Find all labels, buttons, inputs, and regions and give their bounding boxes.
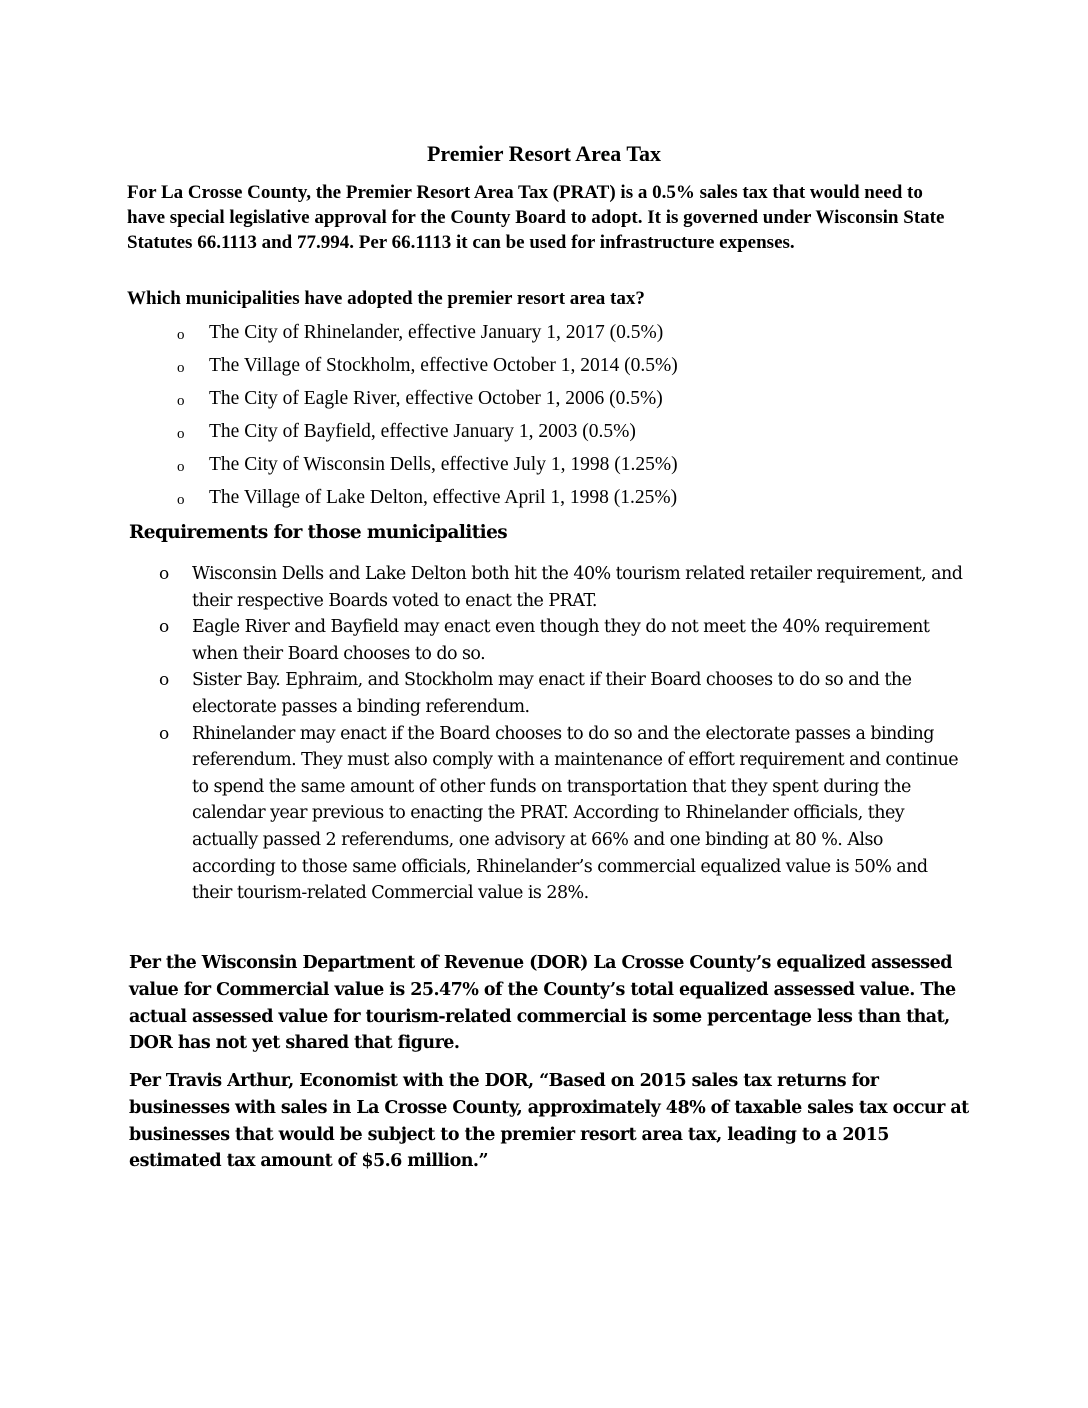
bullet-marker: o — [159, 617, 169, 638]
list-item — [127, 319, 957, 352]
list-item — [127, 418, 957, 451]
bullet-marker: o — [177, 492, 185, 508]
list-item — [127, 385, 957, 418]
page-title: Premier Resort Area Tax — [426, 141, 661, 166]
list-item — [127, 352, 957, 385]
list-item-text: The Village of Stockholm, effective October 1, 2014 (0.5%) — [209, 355, 678, 376]
list-item-text: Eagle River and Bayfield may enact even though they do not meet the 40% requirement when their Board chooses to do so. — [192, 617, 930, 664]
list-item — [127, 667, 967, 720]
list-item — [127, 614, 967, 667]
list-item-text: The City of Bayfield, effective January 1, 2003 (0.5%) — [209, 421, 636, 442]
list-item-text: Sister Bay. Ephraim, and Stockholm may enact if their Board chooses to do so and the electorate passes a binding referendum. — [192, 670, 912, 717]
list-item-text: The City of Rhinelander, effective January 1, 2017 (0.5%) — [209, 322, 664, 343]
list-item — [127, 561, 967, 614]
bullet-marker: o — [159, 670, 169, 691]
bullet-marker: o — [177, 360, 185, 376]
list-item-text: The City of Eagle River, effective October 1, 2006 (0.5%) — [209, 388, 663, 409]
list-item — [127, 451, 957, 484]
intro-paragraph: For La Crosse County, the Premier Resort Area Tax (PRAT) is a 0.5% sales tax that would need to have special legislative approval for the County Board to adopt. It is governed under Wisconsin State Statutes 66.1113 and 77.994. Per 66.1113 it can be used for infrastructure expenses. — [127, 182, 945, 253]
bullet-marker: o — [177, 426, 185, 442]
list-item-text: Wisconsin Dells and Lake Delton both hit the 40% tourism related retailer requirement, and their respective Boards voted to enact the PRAT. — [192, 564, 963, 611]
bullet-marker: o — [177, 327, 185, 343]
list-item — [127, 721, 967, 907]
bullet-marker: o — [159, 723, 169, 744]
list-item-text: The Village of Lake Delton, effective April 1, 1998 (1.25%) — [209, 487, 678, 508]
bullet-marker: o — [177, 459, 185, 475]
economist-quote-paragraph: Per Travis Arthur, Economist with the DOR, “Based on 2015 sales tax returns for businesses with sales in La Crosse County, approximately 48% of taxable sales tax occur at businesses that would be subject to the premier resort area tax, leading to a 2015 estimated tax amount of $5.6 million.” — [129, 1071, 969, 1172]
list-item-text: Rhinelander may enact if the Board chooses to do so and the electorate passes a binding referendum. They must also comply with a maintenance of effort requirement and continue to spend the same amount of other funds on transportation that they spent during the calendar year previous to enacting the PRAT. According to Rhinelander officials, they actually passed 2 referendums, one advisory at 66% and one binding at 80 %. Also according to those same officials, Rhinelander’s commercial equalized value is 50% and their tourism-related Commercial value is 28%. — [192, 723, 959, 904]
bullet-marker: o — [177, 393, 185, 409]
list-item — [127, 484, 957, 517]
requirements-list — [127, 561, 967, 907]
dor-paragraph: Per the Wisconsin Department of Revenue (DOR) La Crosse County’s equalized assessed value for Commercial value is 25.47% of the County’s total equalized assessed value. The actual assessed value for tourism-related commercial is some percentage less than that, DOR has not yet shared that figure. — [129, 953, 956, 1054]
requirements-heading: Requirements for those municipalities — [129, 522, 508, 543]
municipalities-list — [127, 319, 957, 517]
municipalities-question: Which municipalities have adopted the premier resort area tax? — [127, 288, 645, 309]
bullet-marker: o — [159, 564, 169, 584]
list-item-text: The City of Wisconsin Dells, effective July 1, 1998 (1.25%) — [209, 454, 678, 475]
